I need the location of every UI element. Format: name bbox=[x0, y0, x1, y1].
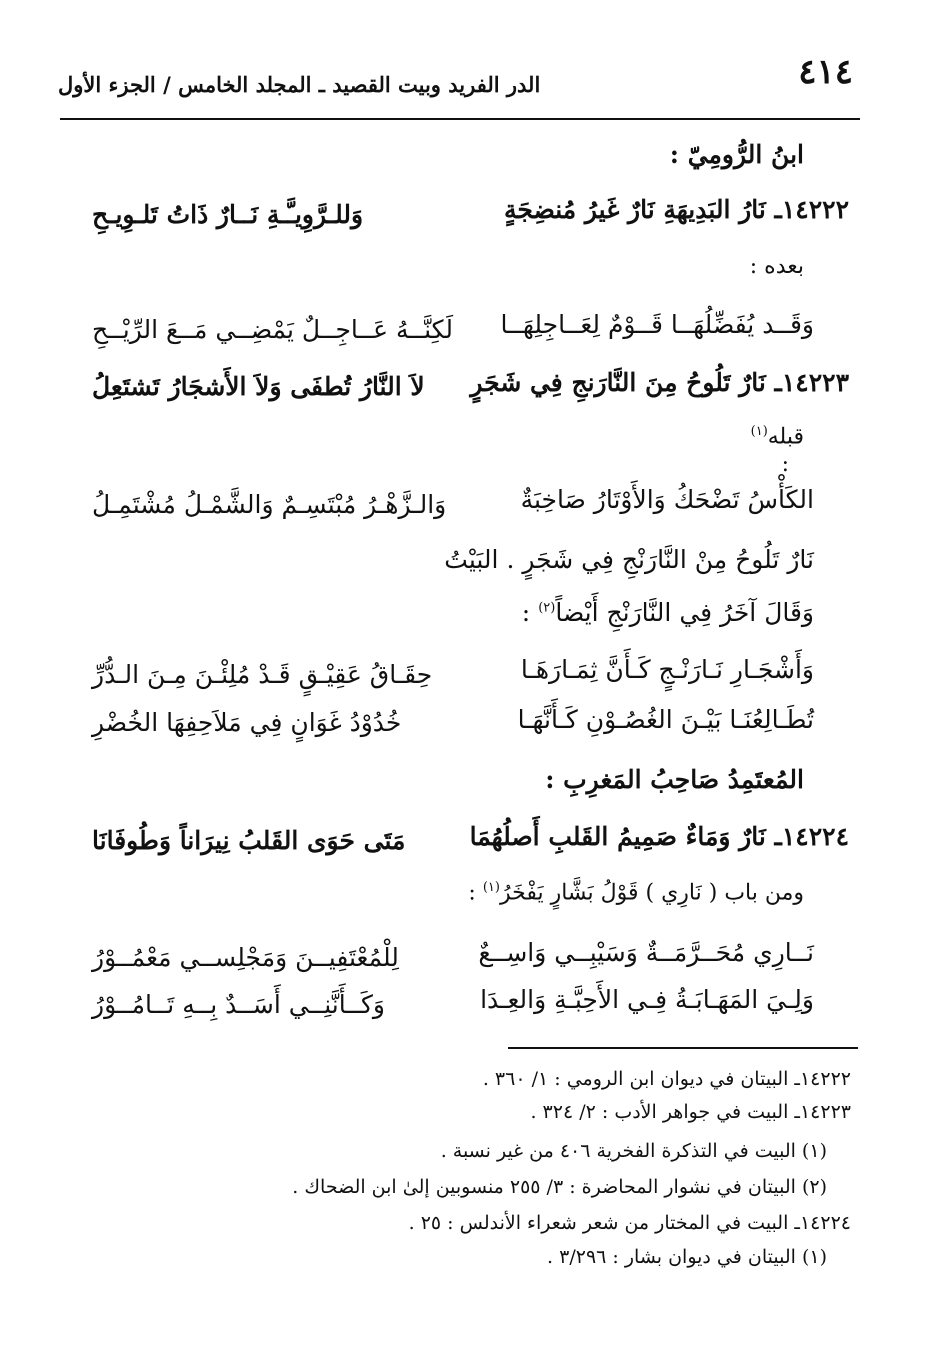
footnote-ref: (٢) bbox=[538, 600, 556, 616]
after-verse-second-hemistich: لَكِنَّــهُ عَــاجِــلٌ يَمْضِــي مَــعَ الرِّيْــحِ bbox=[92, 315, 454, 344]
bashar-verse-2-second: وَكَــأَنَّنِــي أَسَــدٌ بِــهِ تَــامُــوْرُ bbox=[92, 990, 385, 1019]
footnote-ref: (١) bbox=[482, 880, 500, 895]
after-verse-first-hemistich: وَقَــد يُفَضِّلُهَــا قَــوْمٌ لِعَــاجِلِهَــا bbox=[500, 310, 814, 339]
before-colon: : bbox=[781, 452, 789, 477]
naranj-verse-2-first: تُطَـالِعُنَـا بَيْـنَ الغُصُـوْنِ كَـأَنَّهَـا bbox=[517, 705, 814, 734]
after-label: بعده : bbox=[749, 254, 804, 279]
repeated-hemistich: نَارٌ تَلُوحُ مِنْ النَّارَنْجِ فِي شَجَرٍ . البَيْتُ bbox=[444, 545, 814, 574]
naranj-verse-1-second: حِقَـاقُ عَقِيْـقٍ قَـدْ مُلِئْـنَ مِـنَ الـدُّرِّ bbox=[92, 660, 433, 689]
verse-14223-first-hemistich: ١٤٢٢٣ـ نَارٌ تَلُوحُ مِنَ النَّارَنجِ فِي شَجَرٍ bbox=[470, 368, 849, 397]
footnote-14223-1: (١) البيت في التذكرة الفخرية ٤٠٦ من غير نسبة . bbox=[440, 1140, 827, 1162]
before-verse-second-hemistich: وَالـزَّهْـرُ مُبْتَسِـمٌ وَالشَّمْـلُ مُشْتَمِـلُ bbox=[92, 490, 447, 519]
before-verse-first-hemistich: الكَأْسُ تَضْحَكُ وَالأَوْتَارُ صَاخِبَةٌ bbox=[520, 485, 814, 514]
footnote-14224: ١٤٢٢٤ـ البيت في المختار من شعر شعراء الأندلس : ٢٥ . bbox=[408, 1212, 851, 1234]
naranj-verse-2-second: خُدُوْدُ غَوَانٍ فِي مَلاَحِفِهَا الخُضْرِ bbox=[92, 708, 402, 737]
before-label: قبله bbox=[767, 424, 804, 450]
before-label-line bbox=[751, 424, 804, 449]
another-poet-intro bbox=[522, 598, 814, 627]
poet-heading-ibn-rumi: ابنُ الرُّومِيّ : bbox=[669, 140, 804, 169]
header-rule bbox=[60, 118, 860, 120]
bab-colon: : bbox=[468, 880, 476, 906]
poet-heading-mutamid: المُعتَمِدُ صَاحِبُ المَغرِبِ : bbox=[545, 765, 804, 794]
footnote-rule bbox=[508, 1047, 858, 1049]
footnote-14223-2: (٢) البيتان في نشوار المحاضرة : ٣/ ٢٥٥ منسوبين إلىٰ ابن الضحاك . bbox=[292, 1176, 827, 1198]
naranj-verse-1-first: وَأَشْجَـارِ نَـارَنْـجٍ كَـأَنَّ ثِمَـارَهَـا bbox=[520, 655, 814, 684]
verse-14222-first-hemistich: ١٤٢٢٢ـ نَارُ البَدِيهَةِ نَارٌ غَيرُ مُنضِجَةٍ bbox=[504, 195, 849, 224]
bashar-verse-2-first: وَلِـيَ المَهَـابَـةُ فِـي الأَحِبَّـةِ وَالعِـدَا bbox=[480, 985, 814, 1014]
footnote-ref: (١) bbox=[750, 424, 768, 439]
running-title: الدر الفريد وبيت القصيد ـ المجلد الخامس / الجزء الأول bbox=[58, 72, 541, 97]
verse-14224-second-hemistich: مَتَى حَوَى القَلبُ نِيرَاناً وَطُوفَانَا bbox=[92, 826, 406, 855]
verse-14222-second-hemistich: وَللـرَّوِيـَّـةِ نَــارٌ ذَاتُ تَلـوِيـحِ bbox=[92, 200, 364, 229]
footnote-14224-1: (١) البيتان في ديوان بشار : ٣/٢٩٦ . bbox=[547, 1246, 827, 1268]
another-poet-colon: : bbox=[521, 598, 531, 627]
bashar-verse-1-second: لِلْمُعْتَفِيــنَ وَمَجْلِســي مَعْمُــوْرُ bbox=[92, 943, 399, 972]
bab-intro bbox=[468, 880, 804, 905]
bashar-verse-1-first: نَــارِي مُحَــرَّمَــةٌ وَسَيْبِــي وَاسِــعٌ bbox=[478, 938, 814, 967]
footnote-14223: ١٤٢٢٣ـ البيت في جواهر الأدب : ٢/ ٣٢٤ . bbox=[530, 1101, 851, 1123]
verse-14223-second-hemistich: لاَ النَّارُ تُطفَى وَلاَ الأَشجَارُ تَشتَعِلُ bbox=[92, 372, 425, 401]
page-number: ٤١٤ bbox=[798, 52, 853, 92]
bab-text: ومن باب ( نَارِي ) قَوْلُ بَشَّارٍ يَفْخَرُ bbox=[499, 880, 804, 906]
footnote-14222: ١٤٢٢٢ـ البيتان في ديوان ابن الرومي : ١/ ٣٦٠ . bbox=[482, 1068, 851, 1090]
verse-14224-first-hemistich: ١٤٢٢٤ـ نَارٌ وَمَاءٌ صَمِيمُ القَلبِ أَصلُهُمَا bbox=[469, 822, 849, 851]
another-poet-text: وَقَالَ آخَرُ فِي النَّارَنْجِ أَيْضاً bbox=[555, 598, 814, 627]
